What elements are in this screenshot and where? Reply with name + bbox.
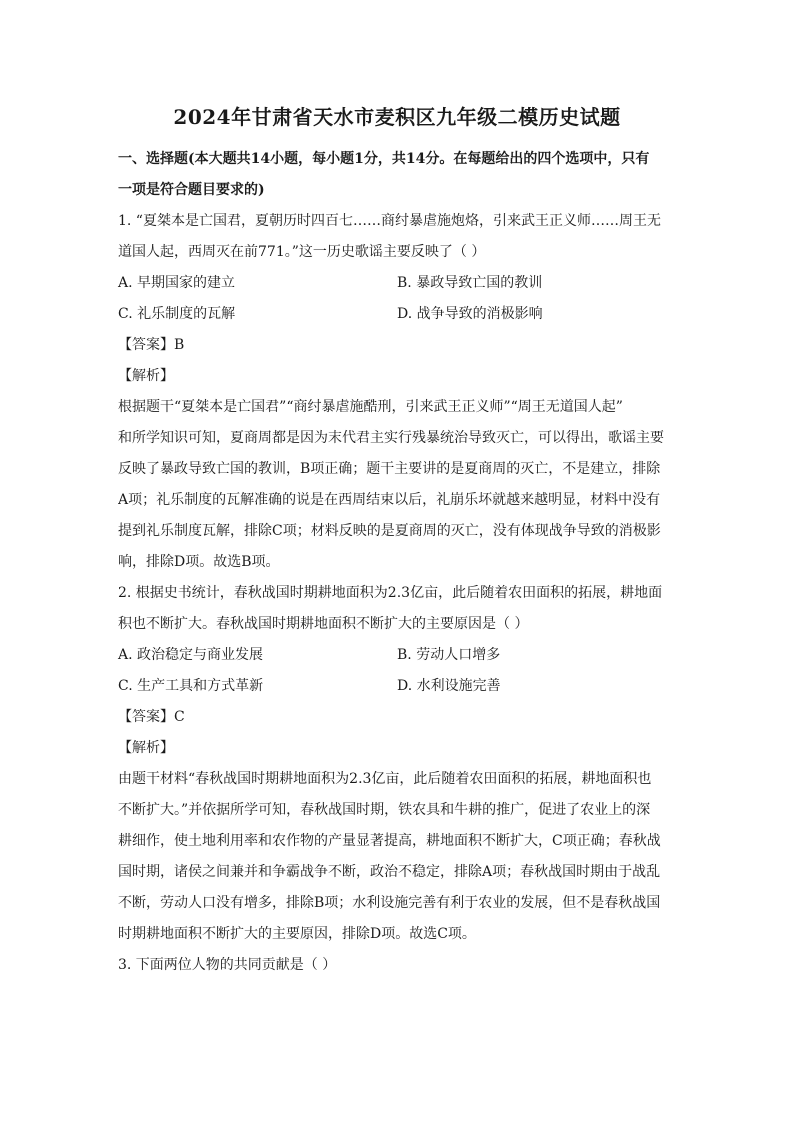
q2-analysis-label: 【解析】 [118, 740, 174, 756]
q1-analysis-line: 反映了暴政导致亡国的教训，B项正确；题干主要讲的是夏商周的灭亡，不是建立，排除 [118, 461, 661, 477]
q1-analysis-line: 响，排除D项。故选B项。 [118, 554, 280, 570]
q1-options-row-2 [118, 299, 676, 330]
q2-stem-line-1: 2. 根据史书统计，春秋战国时期耕地面积为2.3亿亩，此后随着农田面积的拓展，耕地面 [118, 585, 663, 601]
q1-option-c: C. 礼乐制度的瓦解 [118, 306, 236, 322]
q2-analysis-line: 不断，劳动人口没有增多，排除B项；水利设施完善有利于农业的发展，但不是春秋战国 [118, 895, 661, 911]
q1-option-d: D. 战争导致的消极影响 [397, 306, 543, 322]
q3-stem-line-1: 3. 下面两位人物的共同贡献是（ ） [118, 957, 337, 973]
q2-options-row-1 [118, 640, 676, 671]
q1-stem-line-1: 1. “夏桀本是亡国君，夏朝历时四百七……商纣暴虐施炮烙，引来武王正义师……周王无 [118, 213, 661, 229]
q1-analysis-line: 根据题干“夏桀本是亡国君”“商纣暴虐施酷刑，引来武王正义师”“周王无道国人起” [118, 399, 623, 415]
q1-analysis-line: 提到礼乐制度瓦解，排除C项；材料反映的是夏商周的灭亡，没有体现战争导致的消极影 [118, 523, 661, 539]
q1-option-b: B. 暴政导致亡国的教训 [397, 275, 543, 291]
question-3 [118, 950, 676, 981]
q2-option-a: A. 政治稳定与商业发展 [118, 647, 264, 663]
q2-analysis-line: 不断扩大。”并依据所学可知，春秋战国时期，铁农具和牛耕的推广，促进了农业上的深 [118, 802, 651, 818]
q2-options-row-2 [118, 671, 676, 702]
q2-option-d: D. 水利设施完善 [397, 678, 501, 694]
q1-answer: 【答案】B [118, 337, 185, 353]
q1-option-a: A. 早期国家的建立 [118, 275, 236, 291]
page-title: 2024年甘肃省天水市麦积区九年级二模历史试题 [173, 105, 621, 129]
q2-analysis-line: 国时期，诸侯之间兼并和争霸战争不断，政治不稳定，排除A项；春秋战国时期由于战乱 [118, 864, 661, 880]
q2-option-b: B. 劳动人口增多 [397, 647, 501, 663]
section-heading-line-2: 一项是符合题目要求的) [118, 182, 265, 198]
q2-analysis-line: 由题干材料“春秋战国时期耕地面积为2.3亿亩，此后随着农田面积的拓展，耕地面积也 [118, 771, 652, 787]
section-heading-line-1: 一、选择题(本大题共14小题，每小题1分，共14分。在每题给出的四个选项中，只有 [118, 151, 650, 167]
question-1 [118, 206, 676, 578]
q1-analysis-line: A项；礼乐制度的瓦解准确的说是在西周结束以后，礼崩乐坏就越来越明显，材料中没有 [118, 492, 661, 508]
q2-analysis-line: 耕细作，使土地利用率和农作物的产量显著提高，耕地面积不断扩大，C项正确；春秋战 [118, 833, 661, 849]
question-2 [118, 578, 676, 950]
q1-options-row-1 [118, 268, 676, 299]
q2-stem-line-2: 积也不断扩大。春秋战国时期耕地面积不断扩大的主要原因是（ ） [118, 616, 529, 632]
q2-option-c: C. 生产工具和方式革新 [118, 678, 264, 694]
q1-analysis-line: 和所学知识可知，夏商周都是因为末代君主实行残暴统治导致灭亡，可以得出，歌谣主要 [118, 430, 664, 446]
q2-analysis-line: 时期耕地面积不断扩大的主要原因，排除D项。故选C项。 [118, 926, 476, 942]
q1-analysis-label: 【解析】 [118, 368, 174, 384]
q1-stem-line-2: 道国人起，西周灭在前771。”这一历史歌谣主要反映了（ ） [118, 244, 486, 260]
q2-answer: 【答案】C [118, 709, 185, 725]
